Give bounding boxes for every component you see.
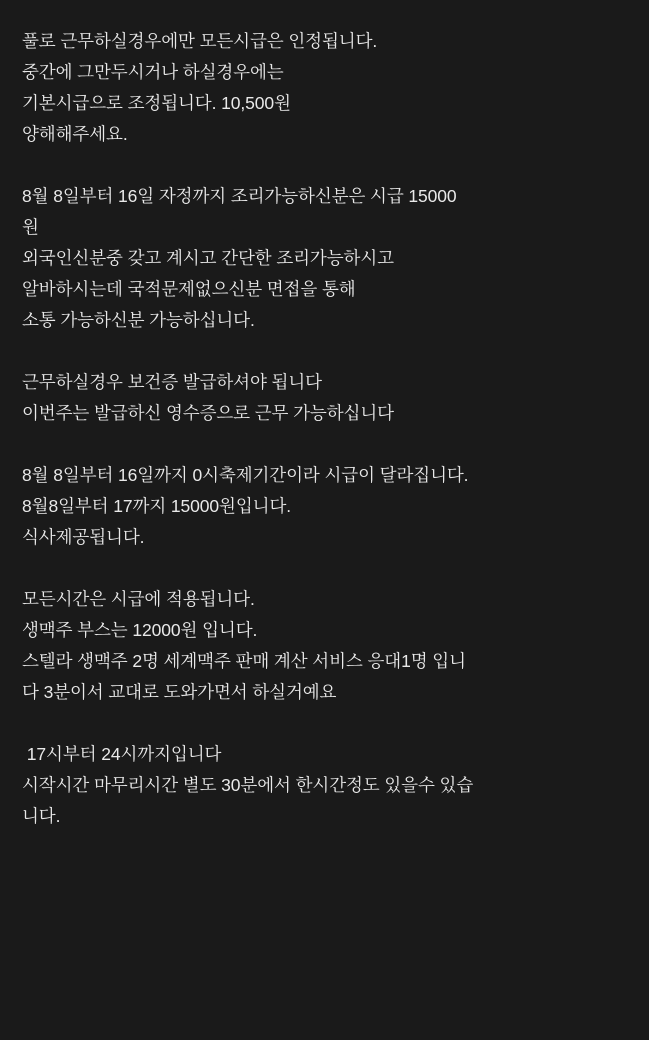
text-block-1 [22, 26, 627, 150]
text-line: 8월 8일부터 16일 자정까지 조리가능하신분은 시급 15000 [22, 186, 457, 206]
text-block-2 [22, 181, 627, 336]
text-block-4 [22, 460, 627, 553]
paragraph-spacer [22, 336, 627, 367]
text-line: 중간에 그만두시거나 하실경우에는 [22, 62, 284, 82]
text-line: 양해해주세요. [22, 124, 128, 144]
text-line: 근무하실경우 보건증 발급하셔야 됩니다 [22, 372, 322, 392]
text-line: 다 3분이서 교대로 도와가면서 하실거예요 [22, 682, 337, 702]
text-line: 풀로 근무하실경우에만 모든시급은 인정됩니다. [22, 31, 378, 51]
text-block-3 [22, 367, 627, 429]
text-block-5 [22, 584, 627, 708]
text-line: 알바하시는데 국적문제없으신분 면접을 통해 [22, 279, 356, 299]
paragraph-spacer [22, 150, 627, 181]
paragraph-spacer [22, 429, 627, 460]
text-line: 8월 8일부터 16일까지 0시축제기간이라 시급이 달라집니다. [22, 465, 469, 485]
text-line: 이번주는 발급하신 영수증으로 근무 가능하십니다 [22, 403, 394, 423]
text-line: 모든시간은 시급에 적용됩니다. [22, 589, 255, 609]
text-line: 기본시급으로 조정됩니다. 10,500원 [22, 93, 291, 113]
text-line: 생맥주 부스는 12000원 입니다. [22, 620, 258, 640]
text-line: 외국인신분중 갖고 계시고 간단한 조리가능하시고 [22, 248, 394, 268]
text-line: 식사제공됩니다. [22, 527, 145, 547]
text-block-6 [22, 739, 627, 832]
text-line: 17시부터 24시까지입니다 [22, 744, 222, 764]
text-line: 시작시간 마무리시간 별도 30분에서 한시간정도 있을수 있습 [22, 775, 474, 795]
paragraph-spacer [22, 708, 627, 739]
text-line: 스텔라 생맥주 2명 세계맥주 판매 계산 서비스 응대1명 입니 [22, 651, 466, 671]
text-line: 소통 가능하신분 가능하십니다. [22, 310, 255, 330]
text-line: 8월8일부터 17까지 15000원입니다. [22, 496, 292, 516]
text-line: 원 [22, 217, 39, 237]
paragraph-spacer [22, 553, 627, 584]
text-line: 니다. [22, 806, 61, 826]
